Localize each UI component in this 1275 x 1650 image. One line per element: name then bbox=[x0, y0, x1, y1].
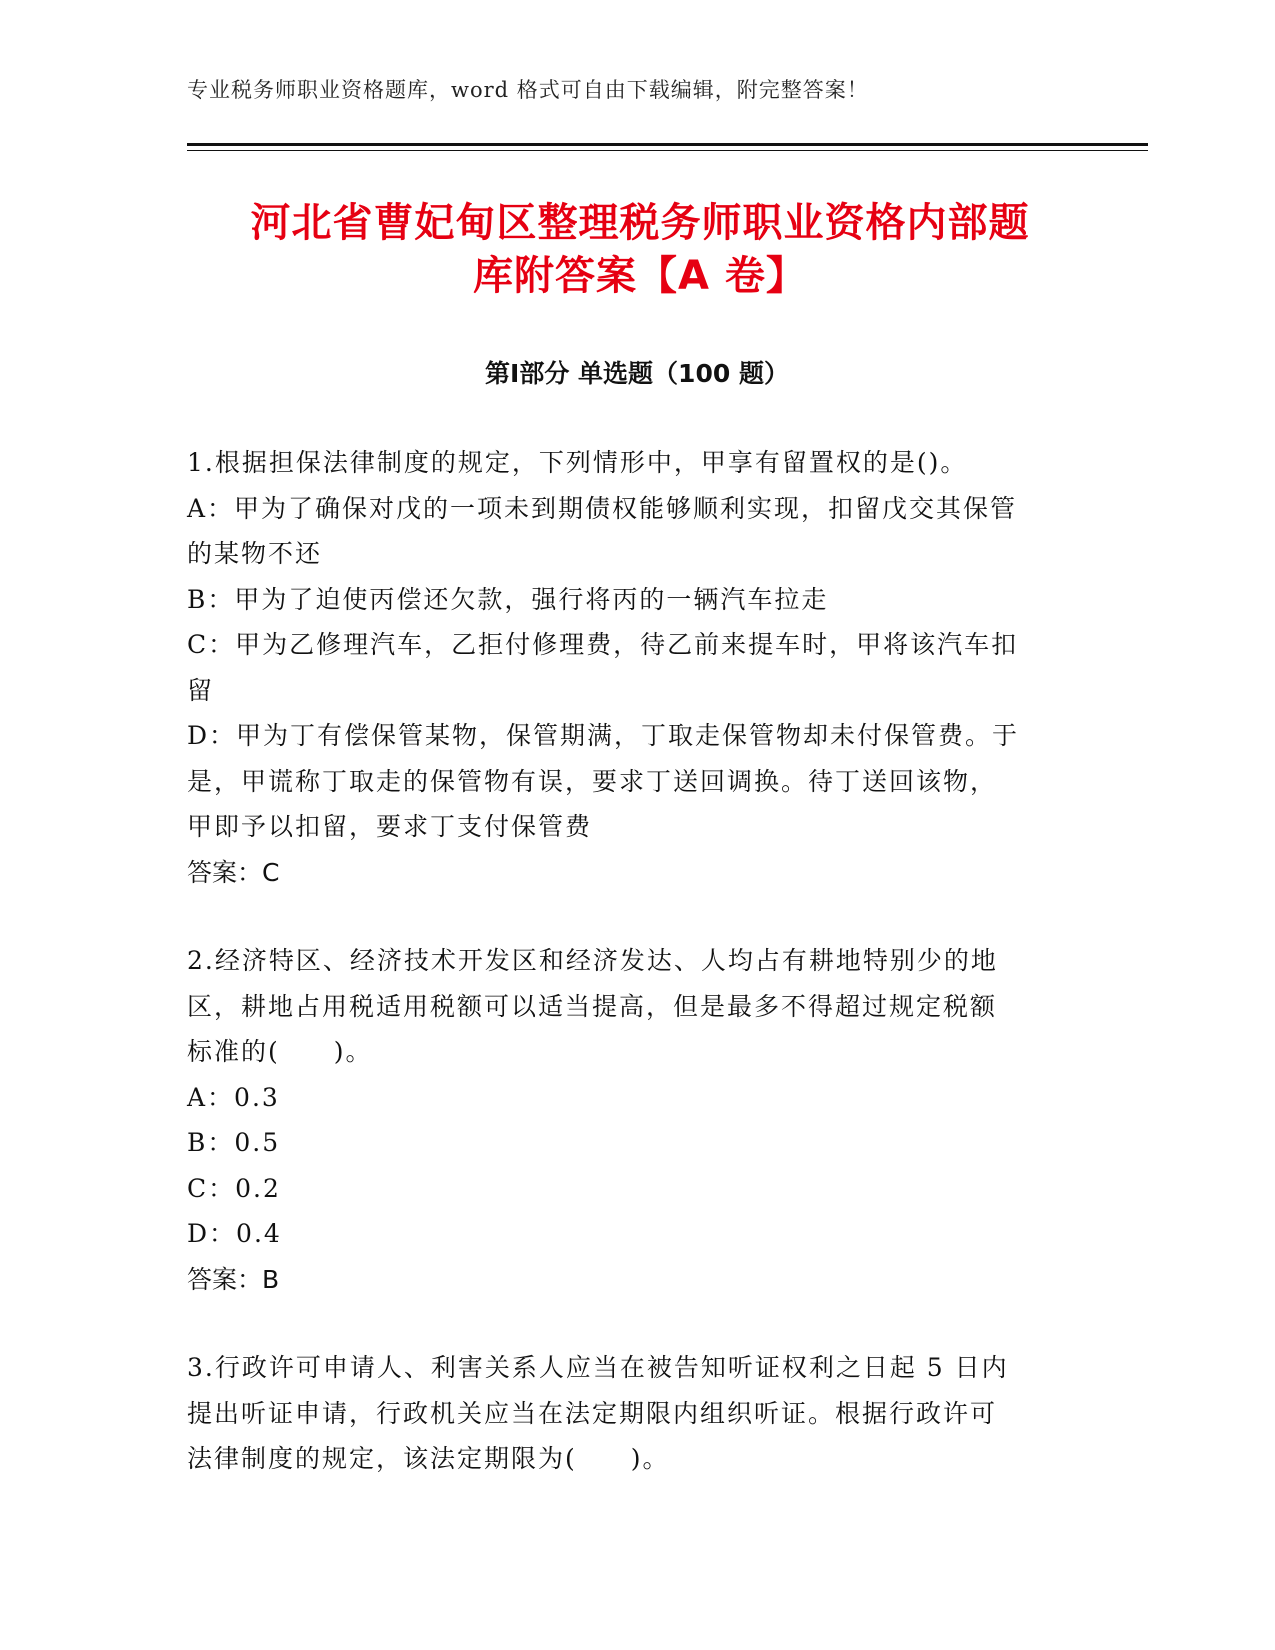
option-line: B：0.5 bbox=[187, 1128, 281, 1157]
question-stem-line: 3.行政许可申请人、利害关系人应当在被告知听证权利之日起 5 日内 bbox=[187, 1353, 1009, 1382]
option-line: B：甲为了迫使丙偿还欠款，强行将丙的一辆汽车拉走 bbox=[187, 584, 829, 614]
document-title bbox=[190, 197, 1090, 303]
question-stem-line: 法律制度的规定，该法定期限为( )。 bbox=[187, 1444, 670, 1473]
option-line: A：0.3 bbox=[187, 1082, 280, 1112]
option-line: 的某物不还 bbox=[187, 539, 323, 568]
option-line: 是，甲谎称丁取走的保管物有误，要求丁送回调换。待丁送回该物， bbox=[187, 766, 998, 796]
option-line: C：甲为乙修理汽车，乙拒付修理费，待乙前来提车时，甲将该汽车扣 bbox=[187, 630, 1019, 659]
question-stem-line: 2.经济特区、经济技术开发区和经济发达、人均占有耕地特别少的地 bbox=[187, 946, 998, 975]
option-line: A：甲为了确保对戊的一项未到期债权能够顺利实现，扣留戊交其保管 bbox=[187, 493, 1018, 523]
option-line: 留 bbox=[187, 675, 215, 705]
question-stem-line: 提出听证申请，行政机关应当在法定期限内组织听证。根据行政许可 bbox=[187, 1398, 998, 1428]
question-block bbox=[187, 938, 1067, 1302]
answer-line: 答案：B bbox=[187, 1264, 280, 1294]
option-line: D：甲为丁有偿保管某物，保管期满，丁取走保管物却未付保管费。于 bbox=[187, 721, 1020, 750]
header-rule-thick bbox=[187, 143, 1148, 146]
question-stem-line: 标准的( )。 bbox=[187, 1037, 373, 1066]
option-line: C：0.2 bbox=[187, 1173, 281, 1203]
title-line: 库附答案【A 卷】 bbox=[473, 253, 807, 299]
question-stem-line: 区，耕地占用税适用税额可以适当提高，但是最多不得超过规定税额 bbox=[187, 991, 998, 1021]
question-stem-line: 1.根据担保法律制度的规定，下列情形中，甲享有留置权的是()。 bbox=[187, 448, 968, 477]
section-heading: 第Ⅰ部分 单选题（100 题） bbox=[485, 359, 789, 388]
option-line: 甲即予以扣留，要求丁支付保管费 bbox=[187, 812, 593, 841]
header-note: 专业税务师职业资格题库，word 格式可自由下载编辑，附完整答案！ bbox=[187, 78, 869, 102]
answer-line: 答案：C bbox=[187, 857, 280, 887]
option-line: D：0.4 bbox=[187, 1219, 282, 1248]
header-rule-thin bbox=[187, 150, 1148, 151]
question-list bbox=[187, 440, 1067, 1525]
title-line: 河北省曹妃甸区整理税务师职业资格内部题 bbox=[250, 200, 1030, 246]
question-block bbox=[187, 1345, 1067, 1482]
question-block bbox=[187, 440, 1067, 895]
